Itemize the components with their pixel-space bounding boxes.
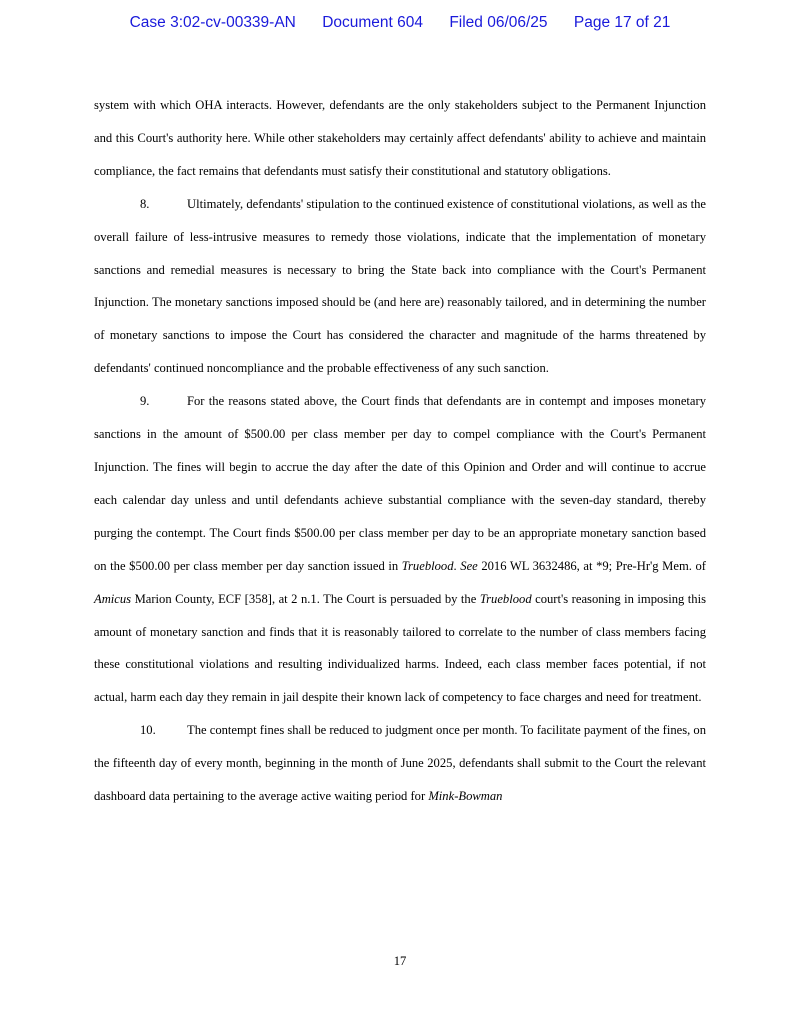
filed-date: Filed 06/06/25 <box>449 14 548 31</box>
case-name-italic: Trueblood <box>479 591 532 606</box>
signal-italic: See <box>460 558 478 573</box>
document-number: Document 604 <box>322 14 423 31</box>
case-number: Case 3:02-cv-00339-AN <box>129 14 296 31</box>
paragraph-9 <box>94 385 706 714</box>
paragraph-continued <box>94 89 706 188</box>
case-name-italic: Mink-Bowman <box>428 789 503 804</box>
paragraph-text: Marion County, ECF [358], at 2 n.1. The Court is persuaded by the <box>131 591 480 606</box>
paragraph-10 <box>94 714 706 813</box>
paragraph-text: Ultimately, defendants' stipulation to the continued existence of constitutional violations, as well as the overall failure of less-intrusive measures to remedy those violations, indicate that the implementation of monetary sanctions and remedial measures is necessary to bring the State back into compliance with the Court's Permanent Injunction. The monetary sanctions imposed should be (and here are) reasonably tailored, and in determining the number of monetary sanctions to impose the Court has considered the character and magnitude of the harms threatened by defendants' continued noncompliance and the probable effectiveness of any such sanction. <box>94 196 706 376</box>
paragraph-text: 2016 WL 3632486, at *9; Pre-Hr'g Mem. of <box>477 558 706 573</box>
paragraph-number: 8. <box>140 196 150 211</box>
paragraph-text: system with which OHA interacts. However, defendants are the only stakeholders subject to the Permanent Injunction and this Court's authority here. While other stakeholders may certainly affect defendants' ability to achieve and maintain compliance, the fact remains that defendants must satisfy their constitutional and statutory obligations. <box>94 98 706 178</box>
ecf-filing-header <box>0 14 800 32</box>
paragraph-text: court's reasoning in imposing this amount of monetary sanction and finds that it is reasonably tailored to correlate to the number of class members facing these constitutional violations and resulting individualized harms. Indeed, each class member faces potential, if not actual, harm each day they remain in jail despite their known lack of competency to face charges and need for treatment. <box>94 591 706 705</box>
paragraph-number: 9. <box>140 394 150 409</box>
document-body <box>94 89 706 813</box>
paragraph-8 <box>94 188 706 385</box>
page-of-total: Page 17 of 21 <box>573 14 671 31</box>
paragraph-text: The contempt fines shall be reduced to judgment once per month. To facilitate payment of the fines, on the fifteenth day of every month, beginning in the month of June 2025, defendants shall submit to the Court the relevant dashboard data pertaining to the average active waiting period for <box>94 723 706 804</box>
page-number: 17 <box>393 954 407 968</box>
case-name-italic: Trueblood <box>401 558 454 573</box>
paragraph-number: 10. <box>140 723 156 738</box>
paragraph-text: For the reasons stated above, the Court finds that defendants are in contempt and imposes monetary sanctions in the amount of $500.00 per class member per day to compel compliance with the Court's Permanent Injunction. The fines will begin to accrue the day after the date of this Opinion and Order and will continue to accrue each calendar day unless and until defendants achieve substantial compliance with the seven-day standard, thereby purging the contempt. The Court finds $500.00 per class member per day to be an appropriate monetary sanction based on the $500.00 per class member per day sanction issued in <box>94 394 706 573</box>
amicus-italic: Amicus <box>94 591 132 606</box>
paragraph-text: . <box>453 558 461 573</box>
